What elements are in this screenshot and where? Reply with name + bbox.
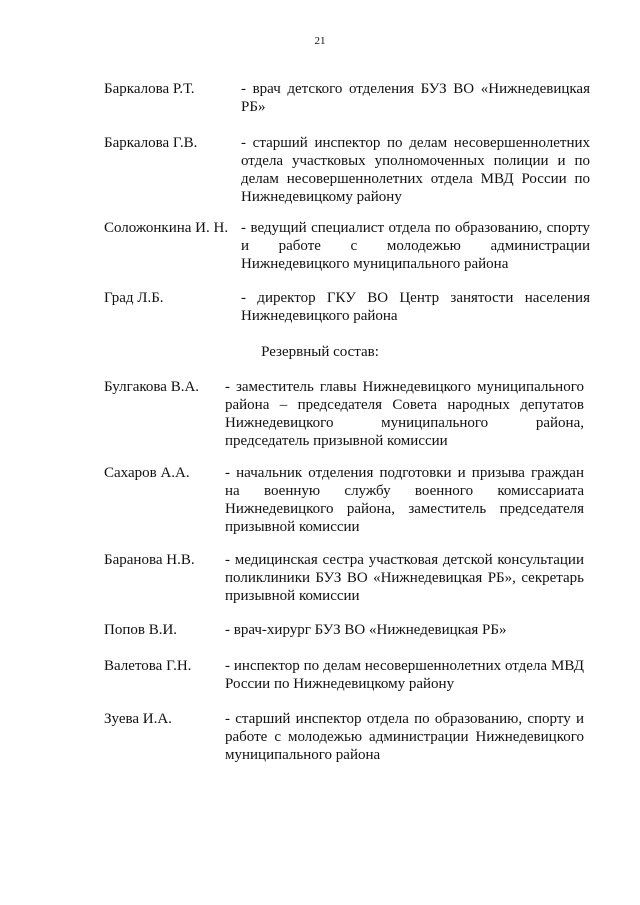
reserve-heading: Резервный состав: <box>261 344 379 360</box>
member-name: Баркалова Г.В. <box>104 135 198 151</box>
member-role: - медицинская сестра участковая детской консультации поликлиники БУЗ ВО «Нижнедевицкая РБ», секретарь призывной комиссии <box>225 552 584 604</box>
member-name: Валетова Г.Н. <box>104 658 192 674</box>
member-name: Баркалова Р.Т. <box>104 81 195 97</box>
member-role: - начальник отделения подготовки и призыва граждан на военную службу военного комиссариата Нижнедевицкого района, заместитель председателя призывной комиссии <box>225 465 584 535</box>
member-name: Соложонкина И. Н. <box>104 220 229 236</box>
member-name: Град Л.Б. <box>104 290 164 306</box>
member-role: - инспектор по делам несовершеннолетних отдела МВД России по Нижнедевицкому району <box>225 658 584 692</box>
member-role: - директор ГКУ ВО Центр занятости населения Нижнедевицкого района <box>241 290 590 324</box>
member-role: - врач-хирург БУЗ ВО «Нижнедевицкая РБ» <box>225 622 507 638</box>
member-name: Баранова Н.В. <box>104 552 195 568</box>
page-number: 21 <box>314 35 326 47</box>
member-name: Булгакова В.А. <box>104 379 200 395</box>
member-role: - старший инспектор по делам несовершеннолетних отдела участковых уполномоченных полиции и по делам несовершеннолетних отдела МВД России по Нижнедевицкому району <box>241 135 590 205</box>
member-role: - врач детского отделения БУЗ ВО «Нижнедевицкая РБ» <box>241 81 590 115</box>
member-name: Попов В.И. <box>104 622 178 638</box>
member-role: - старший инспектор отдела по образованию, спорту и работе с молодежью администрации Нижнедевицкого муниципального района <box>225 711 584 763</box>
member-name: Сахаров А.А. <box>104 465 190 481</box>
member-role: - ведущий специалист отдела по образованию, спорту и работе с молодежью администрации Нижнедевицкого муниципального района <box>241 220 590 272</box>
member-role: - заместитель главы Нижнедевицкого муниципального района – председателя Совета народных депутатов Нижнедевицкого муниципального района, председатель призывной комиссии <box>225 379 584 449</box>
member-name: Зуева И.А. <box>104 711 172 727</box>
